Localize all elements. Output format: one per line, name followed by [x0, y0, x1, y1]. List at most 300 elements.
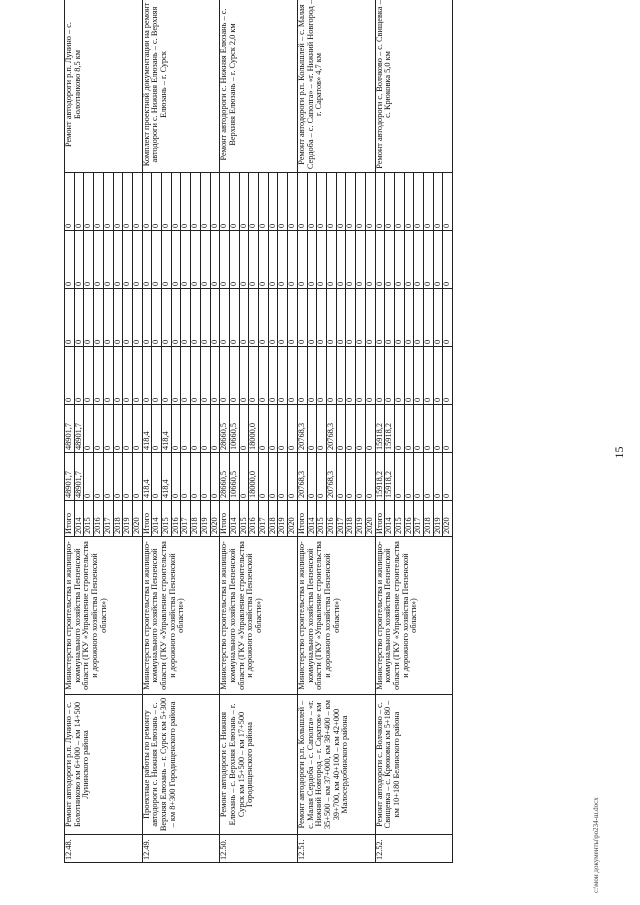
value-cell: 0	[239, 347, 249, 405]
value-cell: 0	[288, 289, 298, 347]
value-cell: 0	[229, 347, 239, 405]
value-cell: 0	[171, 453, 181, 501]
value-cell: 0	[152, 453, 162, 501]
value-cell: 0	[103, 453, 113, 501]
value-cell: 0	[162, 347, 172, 405]
value-cell: 15918,2	[385, 405, 395, 453]
item-result: Ремонт автодороги р.п. Лунино – с. Болотниково 8,5 км	[65, 0, 143, 173]
value-cell: 0	[181, 453, 191, 501]
value-cell: 0	[346, 405, 356, 453]
value-cell: 0	[414, 173, 424, 231]
value-cell: 0	[220, 347, 230, 405]
value-cell: 0	[142, 289, 152, 347]
item-executor: Министерство строительства и жилищно-коммунального хозяйства Пензенской области (ГКУ «Управление строительства и дорожного хозяйства Пензенской области»)	[65, 537, 143, 695]
value-cell: 0	[297, 231, 307, 289]
value-cell: 418,4	[162, 453, 172, 501]
value-cell: 0	[103, 173, 113, 231]
value-cell: 0	[210, 405, 220, 453]
value-cell: 0	[181, 405, 191, 453]
table-row	[220, 0, 230, 863]
year-cell: 2020	[132, 501, 142, 537]
value-cell: 0	[152, 173, 162, 231]
value-cell: 0	[123, 173, 133, 231]
value-cell: 0	[103, 347, 113, 405]
value-cell: 0	[307, 231, 317, 289]
value-cell: 0	[259, 347, 269, 405]
item-name: Ремонт автодороги с. Волчково – с. Свищевка – с. Крюковка км 5+180 – км 10+180 Белинского района	[375, 695, 453, 835]
value-cell: 0	[210, 453, 220, 501]
year-cell: 2015	[239, 501, 249, 537]
year-cell: 2017	[103, 501, 113, 537]
value-cell: 0	[200, 173, 210, 231]
value-cell: 28660,5	[220, 453, 230, 501]
value-cell: 0	[356, 173, 366, 231]
value-cell: 0	[336, 289, 346, 347]
year-cell: 2017	[414, 501, 424, 537]
value-cell: 0	[113, 231, 123, 289]
value-cell: 0	[94, 289, 104, 347]
value-cell: 0	[404, 231, 414, 289]
item-name: Ремонт автодороги р.п. Лунино – с. Болотниково км 6+000 – км 14+500 Лунинского района	[65, 695, 143, 835]
value-cell: 0	[103, 405, 113, 453]
item-number: 12.49.	[142, 835, 220, 863]
value-cell: 0	[162, 173, 172, 231]
value-cell: 0	[346, 347, 356, 405]
value-cell: 0	[132, 405, 142, 453]
year-cell: 2019	[278, 501, 288, 537]
value-cell: 0	[239, 173, 249, 231]
value-cell: 0	[84, 289, 94, 347]
year-cell: 2014	[385, 501, 395, 537]
value-cell: 0	[336, 231, 346, 289]
value-cell: 0	[249, 173, 259, 231]
value-cell: 0	[113, 405, 123, 453]
value-cell: 0	[404, 405, 414, 453]
value-cell: 0	[239, 289, 249, 347]
value-cell: 0	[317, 289, 327, 347]
value-cell: 0	[433, 405, 443, 453]
value-cell: 0	[307, 289, 317, 347]
value-cell: 0	[84, 173, 94, 231]
value-cell: 0	[297, 173, 307, 231]
page-number: 15	[612, 446, 626, 459]
value-cell: 0	[326, 289, 336, 347]
year-cell: 2018	[113, 501, 123, 537]
value-cell: 0	[326, 347, 336, 405]
item-number: 12.51.	[297, 835, 375, 863]
value-cell: 0	[414, 405, 424, 453]
value-cell: 0	[259, 231, 269, 289]
value-cell: 0	[171, 173, 181, 231]
value-cell: 0	[268, 289, 278, 347]
year-cell: Итого	[142, 501, 152, 537]
value-cell: 0	[268, 347, 278, 405]
year-cell: 2015	[394, 501, 404, 537]
value-cell: 0	[259, 173, 269, 231]
value-cell: 0	[307, 173, 317, 231]
value-cell: 18000,0	[249, 453, 259, 501]
year-cell: 2015	[317, 501, 327, 537]
value-cell: 0	[94, 347, 104, 405]
value-cell: 0	[249, 289, 259, 347]
year-cell: 2017	[336, 501, 346, 537]
value-cell: 0	[65, 347, 75, 405]
value-cell: 0	[123, 347, 133, 405]
item-result: Ремонт автодороги с. Нижняя Елюзань – с. Верхняя Елюзань – г. Сурск 2,0 км	[220, 0, 298, 173]
value-cell: 0	[152, 289, 162, 347]
value-cell: 0	[74, 347, 84, 405]
value-cell: 0	[336, 347, 346, 405]
value-cell: 0	[288, 173, 298, 231]
year-cell: Итого	[297, 501, 307, 537]
footer-path: c:\мои документы\ро234-ш.docx	[592, 797, 600, 893]
item-number: 12.48.	[65, 835, 143, 863]
value-cell: 0	[239, 405, 249, 453]
value-cell: 0	[249, 347, 259, 405]
value-cell: 0	[404, 173, 414, 231]
item-executor: Министерство строительства и жилищно-коммунального хозяйства Пензенской области (ГКУ «Управление строительства и дорожного хозяйства Пензенской области»)	[220, 537, 298, 695]
value-cell: 0	[191, 347, 201, 405]
year-cell: 2019	[200, 501, 210, 537]
value-cell: 0	[162, 289, 172, 347]
value-cell: 0	[103, 231, 113, 289]
value-cell: 0	[365, 453, 375, 501]
value-cell: 0	[239, 231, 249, 289]
value-cell: 0	[103, 289, 113, 347]
value-cell: 0	[152, 405, 162, 453]
value-cell: 0	[385, 173, 395, 231]
value-cell: 0	[443, 289, 453, 347]
value-cell: 0	[394, 347, 404, 405]
value-cell: 0	[65, 231, 75, 289]
value-cell: 0	[297, 347, 307, 405]
value-cell: 48901,7	[74, 405, 84, 453]
year-cell: 2020	[365, 501, 375, 537]
value-cell: 0	[278, 453, 288, 501]
value-cell: 0	[200, 347, 210, 405]
value-cell: 0	[200, 289, 210, 347]
value-cell: 0	[443, 231, 453, 289]
value-cell: 0	[433, 231, 443, 289]
year-cell: 2018	[191, 501, 201, 537]
value-cell: 0	[356, 347, 366, 405]
year-cell: 2017	[181, 501, 191, 537]
item-executor: Министерство строительства и жилищно-коммунального хозяйства Пензенской области (ГКУ «Управление строительства и дорожного хозяйства Пензенской области»)	[297, 537, 375, 695]
value-cell: 0	[84, 347, 94, 405]
item-executor: Министерство строительства и жилищно-коммунального хозяйства Пензенской области (ГКУ «Управление строительства и дорожного хозяйства Пензенской области»)	[375, 537, 453, 695]
value-cell: 0	[346, 231, 356, 289]
value-cell: 20768,3	[326, 453, 336, 501]
year-cell: 2015	[84, 501, 94, 537]
value-cell: 0	[443, 347, 453, 405]
value-cell: 0	[171, 347, 181, 405]
item-name: Проектные работы по ремонту автодороги с. Нижняя Елюзань – с. Верхняя Елюзань – г. Сурск км 5+300 – км 8+300 Городищенского района	[142, 695, 220, 835]
value-cell: 0	[210, 347, 220, 405]
value-cell: 0	[394, 453, 404, 501]
value-cell: 0	[123, 231, 133, 289]
value-cell: 418,4	[142, 453, 152, 501]
value-cell: 0	[346, 289, 356, 347]
value-cell: 0	[443, 405, 453, 453]
value-cell: 0	[84, 453, 94, 501]
value-cell: 0	[433, 347, 443, 405]
value-cell: 0	[346, 453, 356, 501]
value-cell: 0	[317, 231, 327, 289]
year-cell: 2020	[443, 501, 453, 537]
value-cell: 0	[297, 289, 307, 347]
year-cell: 2015	[162, 501, 172, 537]
value-cell: 0	[132, 289, 142, 347]
value-cell: 0	[356, 453, 366, 501]
item-name: Ремонт автодороги р.п. Колышлей – с. Малая Сердоба – с. Саполга» – «г. Нижний Новгород – г. Саратов» км 35+500 – км 37+000, км 38+400 – км 39+700, км 40+100 – км 42+000 Малосердобинского района	[297, 695, 375, 835]
item-result: Комплект проектной документации на ремонт автодороги с. Нижняя Елюзань – с. Верхняя Елюзань – г. Сурск	[142, 0, 220, 173]
value-cell: 0	[210, 173, 220, 231]
value-cell: 0	[191, 453, 201, 501]
value-cell: 0	[365, 173, 375, 231]
value-cell: 0	[414, 289, 424, 347]
value-cell: 0	[123, 453, 133, 501]
value-cell: 0	[424, 173, 434, 231]
year-cell: 2017	[259, 501, 269, 537]
year-cell: Итого	[65, 501, 75, 537]
year-cell: 2020	[288, 501, 298, 537]
value-cell: 0	[375, 173, 385, 231]
value-cell: 0	[132, 347, 142, 405]
value-cell: 0	[307, 405, 317, 453]
value-cell: 0	[268, 453, 278, 501]
table-row	[142, 0, 152, 863]
value-cell: 0	[375, 231, 385, 289]
value-cell: 0	[229, 289, 239, 347]
value-cell: 418,4	[142, 405, 152, 453]
value-cell: 0	[84, 405, 94, 453]
value-cell: 15918,2	[375, 405, 385, 453]
value-cell: 0	[123, 289, 133, 347]
value-cell: 0	[288, 347, 298, 405]
value-cell: 0	[433, 289, 443, 347]
value-cell: 0	[74, 173, 84, 231]
value-cell: 20768,3	[297, 453, 307, 501]
value-cell: 15918,2	[385, 453, 395, 501]
value-cell: 0	[229, 173, 239, 231]
table-row	[297, 0, 307, 863]
value-cell: 0	[365, 289, 375, 347]
value-cell: 418,4	[162, 405, 172, 453]
value-cell: 0	[433, 453, 443, 501]
value-cell: 0	[94, 453, 104, 501]
value-cell: 0	[142, 173, 152, 231]
value-cell: 0	[443, 173, 453, 231]
year-cell: 2019	[433, 501, 443, 537]
year-cell: 2016	[404, 501, 414, 537]
value-cell: 0	[142, 231, 152, 289]
value-cell: 0	[65, 289, 75, 347]
value-cell: 0	[210, 231, 220, 289]
value-cell: 10660,5	[229, 453, 239, 501]
value-cell: 0	[365, 405, 375, 453]
value-cell: 0	[414, 347, 424, 405]
value-cell: 18000,0	[249, 405, 259, 453]
item-number: 12.52.	[375, 835, 453, 863]
value-cell: 0	[288, 453, 298, 501]
value-cell: 0	[424, 231, 434, 289]
value-cell: 0	[268, 173, 278, 231]
value-cell: 0	[336, 173, 346, 231]
item-number: 12.50.	[220, 835, 298, 863]
year-cell: 2016	[94, 501, 104, 537]
value-cell: 0	[307, 453, 317, 501]
value-cell: 0	[132, 231, 142, 289]
value-cell: 0	[229, 231, 239, 289]
value-cell: 0	[317, 347, 327, 405]
value-cell: 0	[346, 173, 356, 231]
value-cell: 0	[220, 173, 230, 231]
value-cell: 0	[278, 405, 288, 453]
value-cell: 0	[113, 173, 123, 231]
value-cell: 0	[181, 347, 191, 405]
value-cell: 0	[394, 231, 404, 289]
value-cell: 0	[424, 347, 434, 405]
value-cell: 0	[278, 289, 288, 347]
value-cell: 0	[84, 231, 94, 289]
value-cell: 0	[65, 173, 75, 231]
year-cell: Итого	[375, 501, 385, 537]
value-cell: 0	[123, 405, 133, 453]
value-cell: 0	[220, 289, 230, 347]
value-cell: 0	[259, 289, 269, 347]
value-cell: 0	[181, 231, 191, 289]
value-cell: 0	[181, 173, 191, 231]
value-cell: 0	[113, 289, 123, 347]
value-cell: 0	[404, 289, 414, 347]
value-cell: 0	[278, 173, 288, 231]
item-executor: Министерство строительства и жилищно-коммунального хозяйства Пензенской области (ГКУ «Управление строительства и дорожного хозяйства Пензенской области»)	[142, 537, 220, 695]
value-cell: 0	[317, 453, 327, 501]
value-cell: 0	[394, 289, 404, 347]
year-cell: 2019	[123, 501, 133, 537]
value-cell: 0	[414, 231, 424, 289]
value-cell: 0	[404, 453, 414, 501]
value-cell: 0	[181, 289, 191, 347]
value-cell: 0	[365, 231, 375, 289]
year-cell: 2019	[356, 501, 366, 537]
year-cell: 2018	[424, 501, 434, 537]
value-cell: 0	[74, 289, 84, 347]
value-cell: 0	[94, 173, 104, 231]
value-cell: 0	[394, 173, 404, 231]
value-cell: 0	[424, 289, 434, 347]
value-cell: 0	[171, 289, 181, 347]
item-name: Ремонт автодороги с. Нижняя Елюзань – с. Верхняя Елюзань – г. Сурск км 15+500 – км 17+500 Городищенского района	[220, 695, 298, 835]
value-cell: 48901,7	[65, 405, 75, 453]
value-cell: 0	[74, 231, 84, 289]
value-cell: 48901,7	[74, 453, 84, 501]
year-cell: 2018	[268, 501, 278, 537]
value-cell: 0	[162, 231, 172, 289]
value-cell: 15918,2	[375, 453, 385, 501]
value-cell: 28660,5	[220, 405, 230, 453]
value-cell: 10660,5	[229, 405, 239, 453]
value-cell: 0	[288, 231, 298, 289]
value-cell: 0	[152, 231, 162, 289]
year-cell: 2020	[210, 501, 220, 537]
value-cell: 0	[268, 231, 278, 289]
value-cell: 0	[113, 453, 123, 501]
value-cell: 0	[94, 231, 104, 289]
year-cell: 2014	[74, 501, 84, 537]
year-cell: 2014	[229, 501, 239, 537]
value-cell: 0	[132, 453, 142, 501]
value-cell: 0	[191, 289, 201, 347]
year-cell: 2016	[326, 501, 336, 537]
value-cell: 0	[394, 405, 404, 453]
value-cell: 0	[191, 173, 201, 231]
value-cell: 0	[365, 347, 375, 405]
table-row	[65, 0, 75, 863]
value-cell: 0	[239, 453, 249, 501]
value-cell: 0	[317, 173, 327, 231]
value-cell: 20768,3	[326, 405, 336, 453]
value-cell: 0	[278, 231, 288, 289]
value-cell: 0	[220, 231, 230, 289]
value-cell: 0	[259, 405, 269, 453]
item-result: Ремонт автодороги р.п. Колышлей – с. Малая Сердоба – с. Саполга» – «г. Нижний Новгород – г. Саратов» 4,7 км	[297, 0, 375, 173]
value-cell: 0	[424, 453, 434, 501]
item-result: Ремонт автодороги с. Волчково – с. Свищевка – с. Крюковка 5,0 км	[375, 0, 453, 173]
value-cell: 0	[268, 405, 278, 453]
value-cell: 0	[113, 347, 123, 405]
value-cell: 0	[375, 289, 385, 347]
value-cell: 0	[336, 405, 346, 453]
value-cell: 0	[385, 347, 395, 405]
value-cell: 0	[375, 347, 385, 405]
value-cell: 0	[356, 405, 366, 453]
year-cell: 2018	[346, 501, 356, 537]
value-cell: 0	[404, 347, 414, 405]
value-cell: 0	[152, 347, 162, 405]
value-cell: 20768,3	[297, 405, 307, 453]
year-cell: 2016	[171, 501, 181, 537]
value-cell: 0	[326, 231, 336, 289]
value-cell: 0	[443, 453, 453, 501]
value-cell: 0	[385, 289, 395, 347]
year-cell: 2014	[307, 501, 317, 537]
value-cell: 48901,7	[65, 453, 75, 501]
value-cell: 0	[278, 347, 288, 405]
value-cell: 0	[171, 231, 181, 289]
value-cell: 0	[433, 173, 443, 231]
value-cell: 0	[94, 405, 104, 453]
value-cell: 0	[191, 405, 201, 453]
year-cell: 2014	[152, 501, 162, 537]
value-cell: 0	[200, 453, 210, 501]
value-cell: 0	[191, 231, 201, 289]
value-cell: 0	[317, 405, 327, 453]
value-cell: 0	[171, 405, 181, 453]
year-cell: 2016	[249, 501, 259, 537]
value-cell: 0	[200, 231, 210, 289]
value-cell: 0	[249, 231, 259, 289]
year-cell: Итого	[220, 501, 230, 537]
value-cell: 0	[259, 453, 269, 501]
value-cell: 0	[424, 405, 434, 453]
value-cell: 0	[288, 405, 298, 453]
program-table	[64, 0, 453, 863]
value-cell: 0	[336, 453, 346, 501]
value-cell: 0	[210, 289, 220, 347]
value-cell: 0	[200, 405, 210, 453]
value-cell: 0	[356, 289, 366, 347]
